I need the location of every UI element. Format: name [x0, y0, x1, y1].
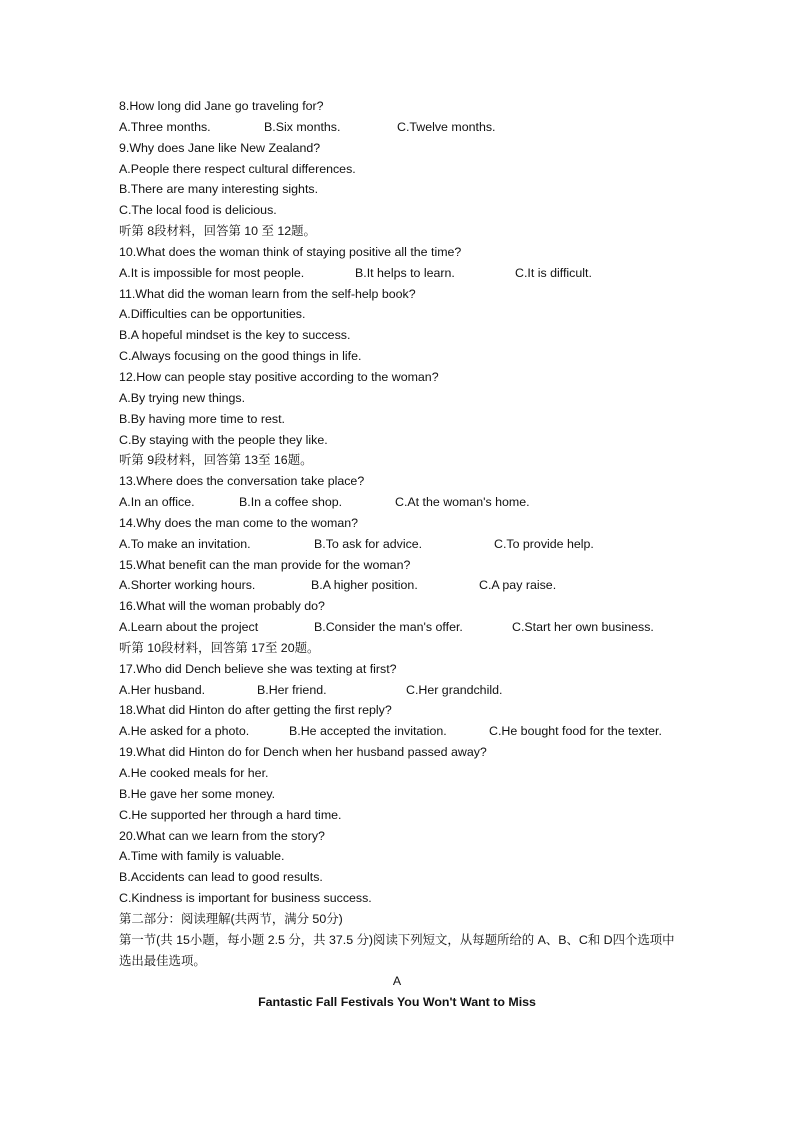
options-row-8: [119, 117, 679, 138]
options-row-16: [119, 617, 679, 638]
question-9: 9.Why does Jane like New Zealand?: [119, 140, 321, 155]
question-15: 15.What benefit can the man provide for the woman?: [119, 557, 411, 572]
question-17: 17.Who did Dench believe she was texting at first?: [119, 661, 397, 676]
option-c: C.Her grandchild.: [406, 682, 503, 697]
options-row-14: [119, 534, 679, 555]
option-a: A.Her husband.: [119, 682, 206, 697]
option-c: C.Kindness is important for business success.: [119, 891, 372, 906]
option-b: B.Consider the man's offer.: [314, 620, 463, 635]
option-a: A.People there respect cultural differences.: [119, 161, 356, 176]
passage-title: Fantastic Fall Festivals You Won't Want to Miss: [258, 995, 536, 1010]
passage-letter: A: [392, 974, 402, 989]
option-c: C.The local food is delicious.: [119, 203, 277, 218]
option-b: B.A higher position.: [311, 578, 418, 593]
options-row-10: [119, 263, 679, 284]
option-b: B.Six months.: [264, 119, 341, 134]
option-a: A.Difficulties can be opportunities.: [119, 307, 306, 322]
question-16: 16.What will the woman probably do?: [119, 599, 325, 614]
option-b: B.Accidents can lead to good results.: [119, 870, 323, 885]
option-b: B.It helps to learn.: [355, 265, 455, 280]
option-c: C.At the woman's home.: [395, 495, 530, 510]
option-a: A.He cooked meals for her.: [119, 766, 269, 780]
part2-heading: 第二部分：阅读理解(共两节，满分 50分): [119, 911, 343, 926]
option-b: B.In a coffee shop.: [239, 495, 343, 510]
section-instruction-10: 听第 10段材料，回答第 17至 20题。: [119, 640, 320, 655]
question-20: 20.What can we learn from the story?: [119, 828, 325, 843]
question-10: 10.What does the woman think of staying positive all the time?: [119, 244, 462, 259]
exam-content: [119, 96, 679, 1013]
question-11: 11.What did the woman learn from the self-help book?: [119, 286, 416, 301]
option-c: C.Twelve months.: [397, 119, 496, 134]
option-c: C.Always focusing on the good things in life.: [119, 349, 362, 364]
option-b: B.By having more time to rest.: [119, 411, 285, 426]
option-a: A.He asked for a photo.: [119, 724, 250, 739]
option-c: C.He supported her through a hard time.: [119, 807, 342, 822]
option-b: B.To ask for advice.: [314, 536, 423, 551]
option-c: C.A pay raise.: [479, 578, 557, 593]
option-a: A.It is impossible for most people.: [119, 265, 305, 280]
option-b: B.Her friend.: [257, 682, 327, 697]
question-18: 18.What did Hinton do after getting the first reply?: [119, 703, 392, 718]
option-a: A.In an office.: [119, 495, 195, 510]
options-row-18: [119, 721, 679, 742]
options-row-13: [119, 492, 679, 513]
option-a: A.By trying new things.: [119, 390, 246, 405]
question-14: 14.Why does the man come to the woman?: [119, 515, 358, 530]
option-b: B.He accepted the invitation.: [289, 724, 447, 739]
option-c: C.By staying with the people they like.: [119, 432, 328, 447]
option-b: B.A hopeful mindset is the key to success.: [119, 328, 351, 343]
option-a: A.Time with family is valuable.: [119, 849, 285, 864]
question-13: 13.Where does the conversation take place?: [119, 474, 365, 489]
option-c: C.He bought food for the texter.: [489, 724, 662, 739]
option-a: A.To make an invitation.: [119, 536, 251, 551]
part2-instruction: 第一节(共 15小题，每小题 2.5 分，共 37.5 分)阅读下列短文，从每题所给的 A、B、C和 D四个选项中选出最佳选项。: [119, 932, 675, 968]
options-row-17: [119, 680, 679, 701]
option-c: C.Start her own business.: [512, 620, 654, 635]
section-instruction-9: 听第 9段材料，回答第 13至 16题。: [119, 453, 313, 468]
options-row-15: [119, 575, 679, 596]
section-instruction-8: 听第 8段材料，回答第 10 至 12题。: [119, 224, 316, 239]
option-c: C.It is difficult.: [515, 265, 592, 280]
question-8: 8.How long did Jane go traveling for?: [119, 99, 324, 113]
question-12: 12.How can people stay positive according to the woman?: [119, 369, 439, 384]
option-c: C.To provide help.: [494, 536, 594, 551]
option-a: A.Three months.: [119, 119, 211, 134]
option-b: B.He gave her some money.: [119, 786, 276, 801]
option-b: B.There are many interesting sights.: [119, 182, 319, 197]
option-a: A.Shorter working hours.: [119, 578, 256, 593]
option-a: A.Learn about the project: [119, 620, 259, 635]
question-19: 19.What did Hinton do for Dench when her husband passed away?: [119, 745, 487, 760]
